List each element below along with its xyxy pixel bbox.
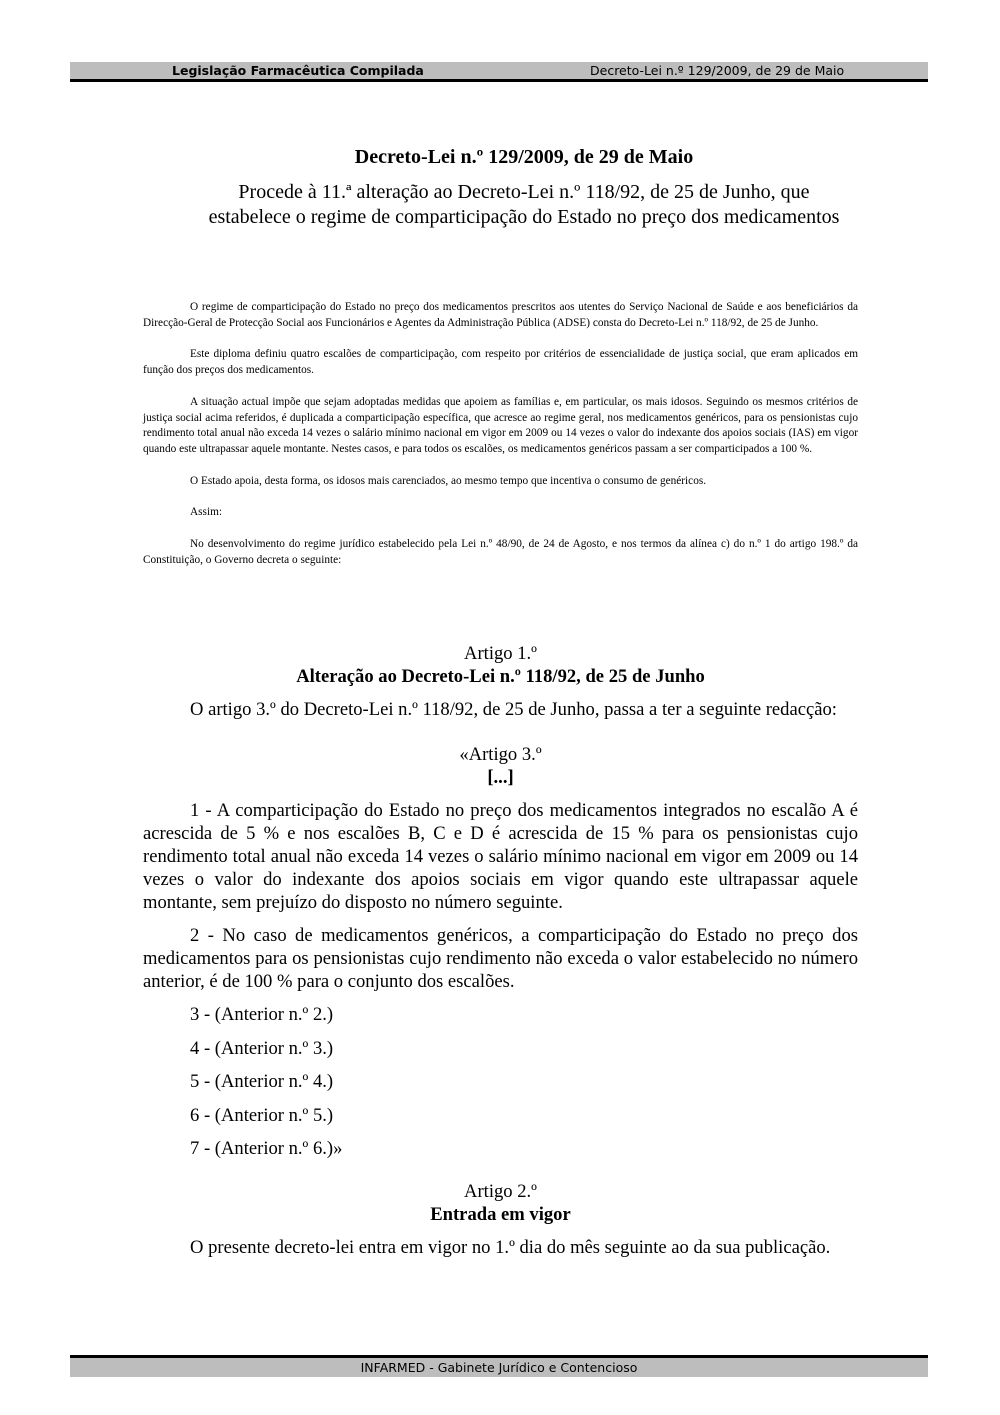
document-subtitle: Procede à 11.ª alteração ao Decreto-Lei n.º 118/92, de 25 de Junho, que estabelece o regime de comparticipação do Estado no preço dos medicamentos	[208, 181, 840, 228]
preamble-paragraph: A situação actual impõe que sejam adoptadas medidas que apoiem as famílias e, em particular, os mais idosos. Seguindo os mesmos critérios de justiça social acima referidos, é duplicada a comparticipação específica, que acresce ao regime geral, nos medicamentos genéricos, para os pensionistas cujo rendimento total anual não exceda 14 vezes o salário mínimo nacional em vigor em 2009 ou 14 vezes o valor do indexante dos apoios sociais (IAS) em vigor quando este ultrapassar aquele montante. Nestes casos, e para todos os escalões, os medicamentos genéricos passam a ser comparticipados a 100 %.	[143, 395, 858, 455]
article-item-1: 1 - A comparticipação do Estado no preço dos medicamentos integrados no escalão A é acrescida de 5 % e nos escalões B, C e D é acrescida de 15 % para os pensionistas cujo rendimento total anual não exceda 14 vezes o salário mínimo nacional em vigor em 2009 ou 14 vezes o valor do indexante dos apoios sociais em vigor quando este ultrapassar aquele montante, sem prejuízo do disposto no número seguinte.	[143, 800, 858, 913]
articles	[143, 642, 858, 1269]
preamble-paragraph: Este diploma definiu quatro escalões de comparticipação, com respeito por critérios de essencialidade de justiça social, que eram aplicados em função dos preços dos medicamentos.	[143, 348, 858, 377]
header-right-text: Decreto-Lei n.º 129/2009, de 29 de Maio	[590, 63, 845, 78]
footer-text: INFARMED - Gabinete Jurídico e Contencioso	[360, 1360, 638, 1375]
page-header	[70, 62, 928, 82]
article-item-4: 4 - (Anterior n.º 3.)	[190, 1037, 334, 1059]
article-item-3: 3 - (Anterior n.º 2.)	[190, 1004, 334, 1025]
document-title: Decreto-Lei n.º 129/2009, de 29 de Maio	[354, 146, 694, 168]
article-2-heading: Entrada em vigor	[430, 1204, 571, 1225]
preamble-paragraph: O Estado apoia, desta forma, os idosos mais carenciados, ao mesmo tempo que incentiva o consumo de genéricos.	[190, 474, 707, 487]
header-left-text: Legislação Farmacêutica Compilada	[172, 63, 424, 78]
article-1-heading: Alteração ao Decreto-Lei n.º 118/92, de 25 de Junho	[296, 666, 705, 687]
article-2-number: Artigo 2.º	[464, 1181, 537, 1202]
article-2-text: O presente decreto-lei entra em vigor no 1.º dia do mês seguinte ao da sua publicação.	[190, 1237, 831, 1258]
preamble-paragraph: No desenvolvimento do regime jurídico estabelecido pela Lei n.º 48/90, de 24 de Agosto, e nos termos da alínea c) do n.º 1 do artigo 198.º da Constituição, o Governo decreta o seguinte:	[143, 538, 858, 566]
article-1-number: Artigo 1.º	[464, 643, 537, 664]
quoted-article-number: «Artigo 3.º	[459, 744, 542, 765]
article-item-2: 2 - No caso de medicamentos genéricos, a comparticipação do Estado no preço dos medicamentos para os pensionistas cujo rendimento não exceda o valor estabelecido no número anterior, é de 100 % para o conjunto dos escalões.	[143, 925, 858, 992]
quoted-article-heading: [...]	[487, 767, 514, 788]
page-footer	[70, 1355, 928, 1377]
article-item-7: 7 - (Anterior n.º 6.)»	[190, 1138, 343, 1159]
article-1-intro: O artigo 3.º do Decreto-Lei n.º 118/92, de 25 de Junho, passa a ter a seguinte redacção:	[190, 699, 837, 720]
article-item-6: 6 - (Anterior n.º 5.)	[190, 1104, 334, 1126]
preamble	[143, 300, 858, 584]
preamble-paragraph: O regime de comparticipação do Estado no preço dos medicamentos prescritos aos utentes do Serviço Nacional de Saúde e aos beneficiários da Direcção-Geral de Protecção Social aos Funcionários e Agentes da Administração Pública (ADSE) consta do Decreto-Lei n.º 118/92, de 25 de Junho.	[143, 301, 858, 329]
preamble-paragraph: Assim:	[190, 506, 223, 519]
article-item-5: 5 - (Anterior n.º 4.)	[190, 1071, 334, 1092]
